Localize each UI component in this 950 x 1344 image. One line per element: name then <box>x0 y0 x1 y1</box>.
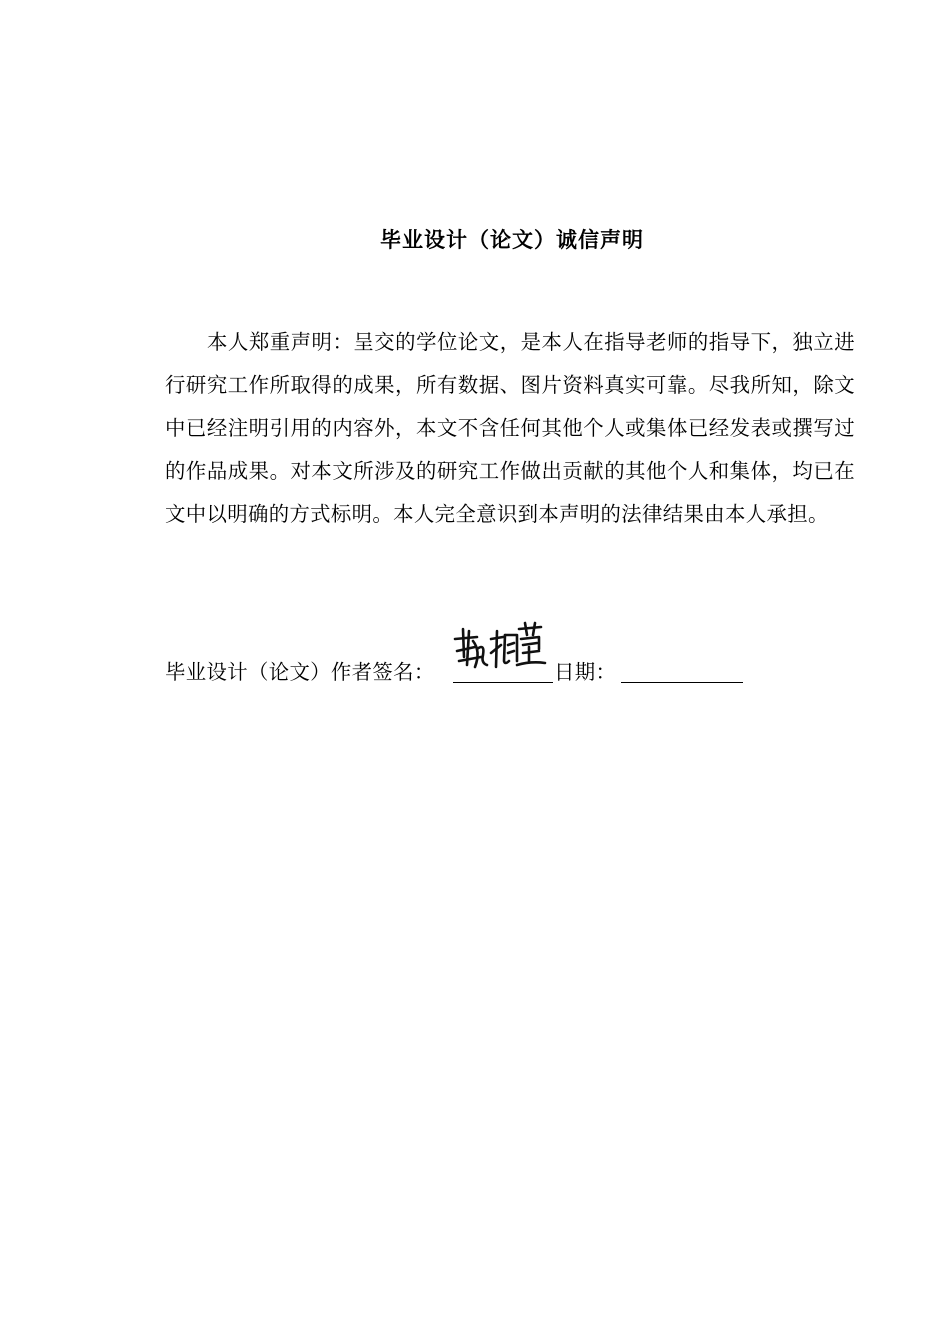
signature-row <box>165 655 865 689</box>
page-title: 毕业设计（论文）诚信声明 <box>380 228 644 252</box>
signature-label: 毕业设计（论文）作者签名： <box>165 660 435 684</box>
handwritten-signature <box>451 621 547 681</box>
date-label: 日期： <box>554 660 617 684</box>
declaration-body: 本人郑重声明：呈交的学位论文，是本人在指导老师的指导下，独立进行研究工作所取得的成果，所有数据、图片资料真实可靠。尽我所知，除文中已经注明引用的内容外，本文不含任何其他个人或集体已经发表或撰写过的作品成果。对本文所涉及的研究工作做出贡献的其他个人和集体，均已在文中以明确的方式标明。本人完全意识到本声明的法律结果由本人承担。 <box>165 330 855 526</box>
date-field[interactable] <box>621 655 743 683</box>
